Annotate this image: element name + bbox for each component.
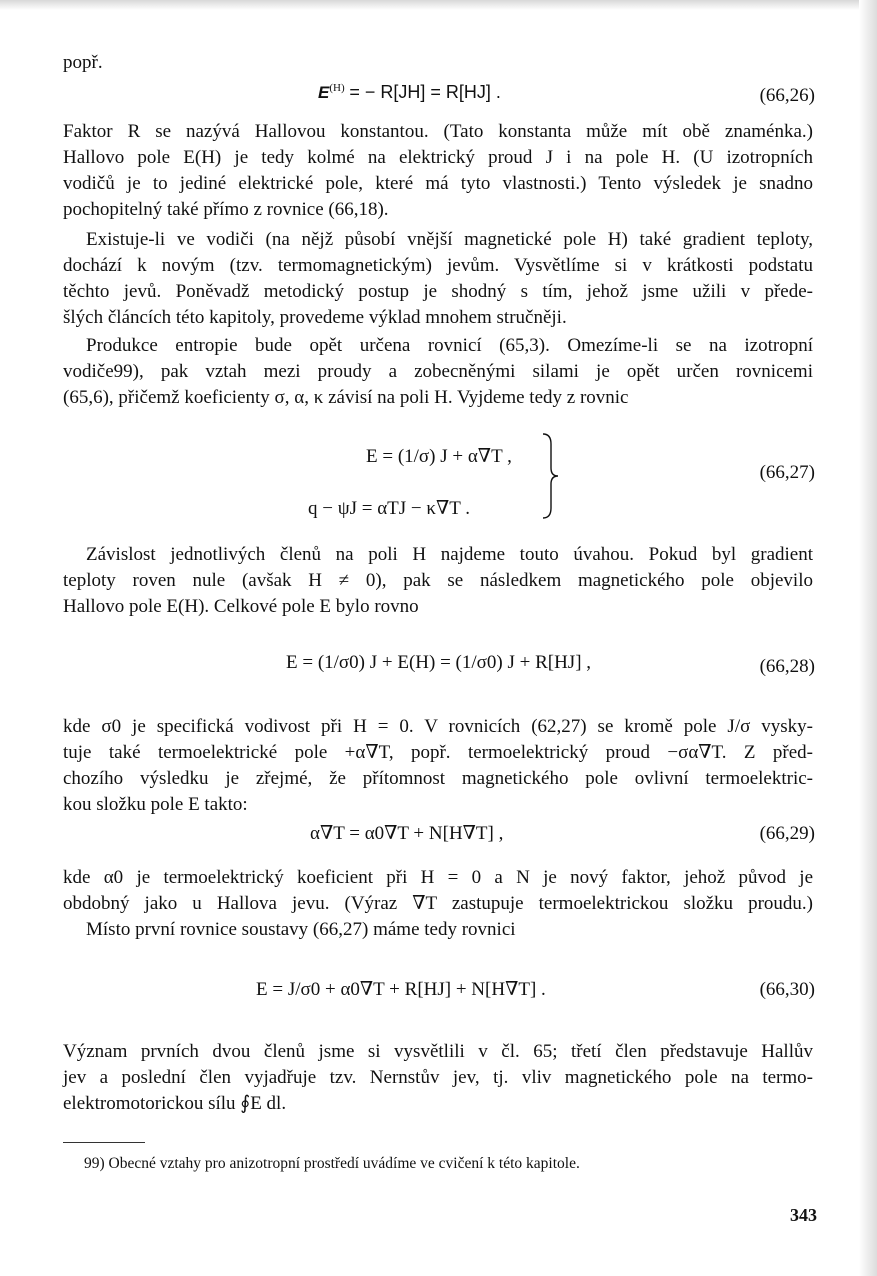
equation-66-29: α∇T = α0∇T + N[H∇T] , bbox=[310, 823, 504, 844]
p2-line-3: těchto jevů. Poněvadž metodický postup je shodný s tím, jehož jsme užili v přede- bbox=[63, 281, 813, 302]
p7-line-2: jev a poslední člen vyjadřuje tzv. Nernstův jev, tj. vliv magnetického pole na termo- bbox=[63, 1067, 813, 1088]
p2-line-4: šlých článcích této kapitoly, provedeme výklad mnohem stručněji. bbox=[63, 307, 567, 328]
p3-line-3: (65,6), přičemž koeficienty σ, α, κ závisí na poli H. Vyjdeme tedy z rovnic bbox=[63, 387, 629, 408]
right-brace-icon bbox=[541, 432, 561, 520]
equation-number-66-28: (66,28) bbox=[759, 656, 815, 677]
equation-66-30: E = J/σ0 + α0∇T + R[HJ] + N[H∇T] . bbox=[256, 979, 546, 1000]
p6-line-3: Místo první rovnice soustavy (66,27) máme tedy rovnici bbox=[86, 919, 516, 940]
p7-line-1: Význam prvních dvou členů jsme si vysvětlili v čl. 65; třetí člen představuje Hallův bbox=[63, 1041, 813, 1062]
equation-66-26 bbox=[318, 80, 501, 105]
p2-line-2: dochází k novým (tzv. termomagnetickým) jevům. Vysvětlíme si v krátkosti podstatu bbox=[63, 255, 813, 276]
equation-number-66-29: (66,29) bbox=[759, 823, 815, 844]
p3-line-1: Produkce entropie bude opět určena rovnicí (65,3). Omezíme-li se na izotropní bbox=[86, 335, 813, 356]
eq26-lhs: E bbox=[318, 83, 330, 102]
equation-number-66-26: (66,26) bbox=[759, 85, 815, 106]
p2-line-1: Existuje-li ve vodiči (na nějž působí vnější magnetické pole H) také gradient teploty, bbox=[86, 229, 813, 250]
p5-line-3: chozího výsledku je zřejmé, že přítomnost magnetického pole ovlivní termoelektric- bbox=[63, 768, 813, 789]
eq27-line-1: E = (1/σ) J + α∇T , bbox=[366, 446, 512, 467]
equation-66-28: E = (1/σ0) J + E(H) = (1/σ0) J + R[HJ] , bbox=[286, 652, 592, 673]
p1-line-2: Hallovo pole E(H) je tedy kolmé na elektrický proud J i na pole H. (U izotropních bbox=[63, 147, 813, 168]
p6-line-2: obdobný jako u Hallova jevu. (Výraz ∇T zastupuje termoelektrickou složku proudu.) bbox=[63, 893, 813, 914]
equation-number-66-27: (66,27) bbox=[759, 462, 815, 483]
top-word: popř. bbox=[63, 52, 103, 73]
p5-line-4: kou složku pole E takto: bbox=[63, 794, 248, 815]
p5-line-2: tuje také termoelektrické pole +α∇T, popř. termoelektrický proud −σα∇T. Z před- bbox=[63, 742, 813, 763]
footnote-rule bbox=[63, 1142, 145, 1143]
p4-line-1: Závislost jednotlivých členů na poli H najdeme touto úvahou. Pokud byl gradient bbox=[86, 544, 813, 565]
eq26-rhs: = − R[JH] = R[HJ] . bbox=[349, 82, 501, 102]
p1-line-1: Faktor R se nazývá Hallovou konstantou. (Tato konstanta může mít obě znaménka.) bbox=[63, 121, 813, 142]
eq26-lhs-sup: (H) bbox=[329, 82, 345, 94]
equation-number-66-30: (66,30) bbox=[759, 979, 815, 1000]
p1-line-4: pochopitelný také přímo z rovnice (66,18). bbox=[63, 199, 389, 220]
footnote: 99) Obecné vztahy pro anizotropní prostředí uvádíme ve cvičení k této kapitole. bbox=[84, 1155, 580, 1172]
p3-line-2: vodiče99), pak vztah mezi proudy a zobecněnými silami je opět určen rovnicemi bbox=[63, 361, 813, 382]
p5-line-1: kde σ0 je specifická vodivost při H = 0. V rovnicích (62,27) se kromě pole J/σ vysky- bbox=[63, 716, 813, 737]
p4-line-3: Hallovo pole E(H). Celkové pole E bylo rovno bbox=[63, 596, 419, 617]
p4-line-2: teploty roven nule (avšak H ≠ 0), pak se následkem magnetického pole objevilo bbox=[63, 570, 813, 591]
p1-line-3: vodičů je to jediné elektrické pole, které má tyto vlastnosti.) Tento výsledek je snadno bbox=[63, 173, 813, 194]
p6-line-1: kde α0 je termoelektrický koeficient při H = 0 a N je nový faktor, jehož původ je bbox=[63, 867, 813, 888]
p7-line-3: elektromotorickou sílu ∮E dl. bbox=[63, 1093, 287, 1114]
page-number: 343 bbox=[790, 1205, 817, 1225]
eq27-line-2: q − ψJ = αTJ − κ∇T . bbox=[308, 498, 470, 519]
